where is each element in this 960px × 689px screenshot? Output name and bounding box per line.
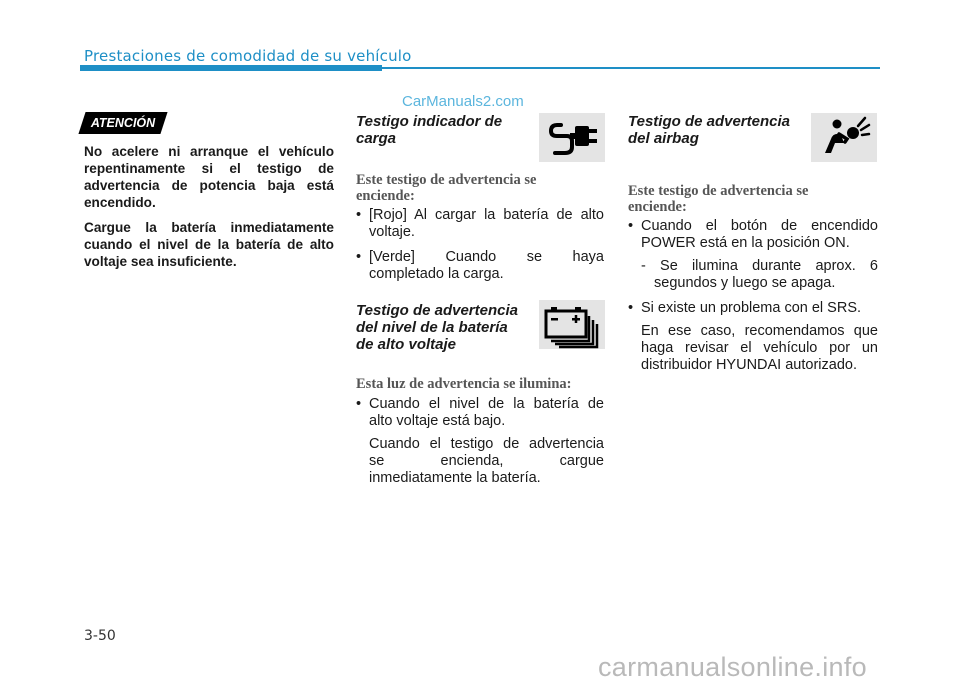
caution-paragraph-2: Cargue la batería inmediatamente cuando el nivel de la batería de alto voltaje sea insuficiente. [84,220,334,269]
caution-text [84,143,334,278]
page-section-title: Prestaciones de comodidad de su vehículo [84,47,412,65]
battery-subtitle: Esta luz de advertencia se ilumina: [356,376,572,392]
header-rule [382,67,880,69]
battery-section-title: Testigo de advertencia del nivel de la batería de alto voltaje [356,302,518,353]
caution-badge-label: ATENCIÓN [90,116,156,130]
battery-level-icon [539,300,605,349]
airbag-note: En ese caso, recomendamos que haga revisar el vehículo por un distribuidor HYUNDAI autorizado. [641,323,878,373]
airbag-subtitle: Este testigo de advertencia se enciende: [628,183,809,215]
charging-bullet-list [356,207,604,291]
list-item: • Cuando el nivel de la batería de alto voltaje está bajo. [356,396,604,430]
charging-plug-icon [539,113,605,162]
charging-section-title: Testigo indicador de carga [356,113,503,147]
battery-note: Cuando el testigo de advertencia se encienda, cargue inmediatamente la batería. [369,436,604,486]
airbag-icon [811,113,877,162]
airbag-bullet-list [628,218,878,382]
watermark-top: CarManuals2.com [402,93,524,110]
page-number: 3-50 [84,628,116,644]
list-item: • [Verde] Cuando se haya completado la carga. [356,249,604,283]
watermark-bottom: carmanualsonline.info [598,652,867,682]
header-accent-bar [80,65,382,71]
airbag-section-title: Testigo de advertencia del airbag [628,113,790,147]
list-item: • Si existe un problema con el SRS. [628,300,878,317]
list-item: • Cuando el botón de encendido POWER está en la posición ON. [628,218,878,252]
list-item: • [Rojo] Al cargar la batería de alto voltaje. [356,207,604,241]
caution-paragraph-1: No acelere ni arranque el vehículo repentinamente si el testigo de advertencia de potencia baja está encendido. [84,144,334,210]
charging-subtitle: Este testigo de advertencia se enciende: [356,172,537,204]
airbag-dash-note: - Se ilumina durante aprox. 6 segundos y luego se apaga. [641,258,878,291]
battery-bullet-list [356,396,604,495]
